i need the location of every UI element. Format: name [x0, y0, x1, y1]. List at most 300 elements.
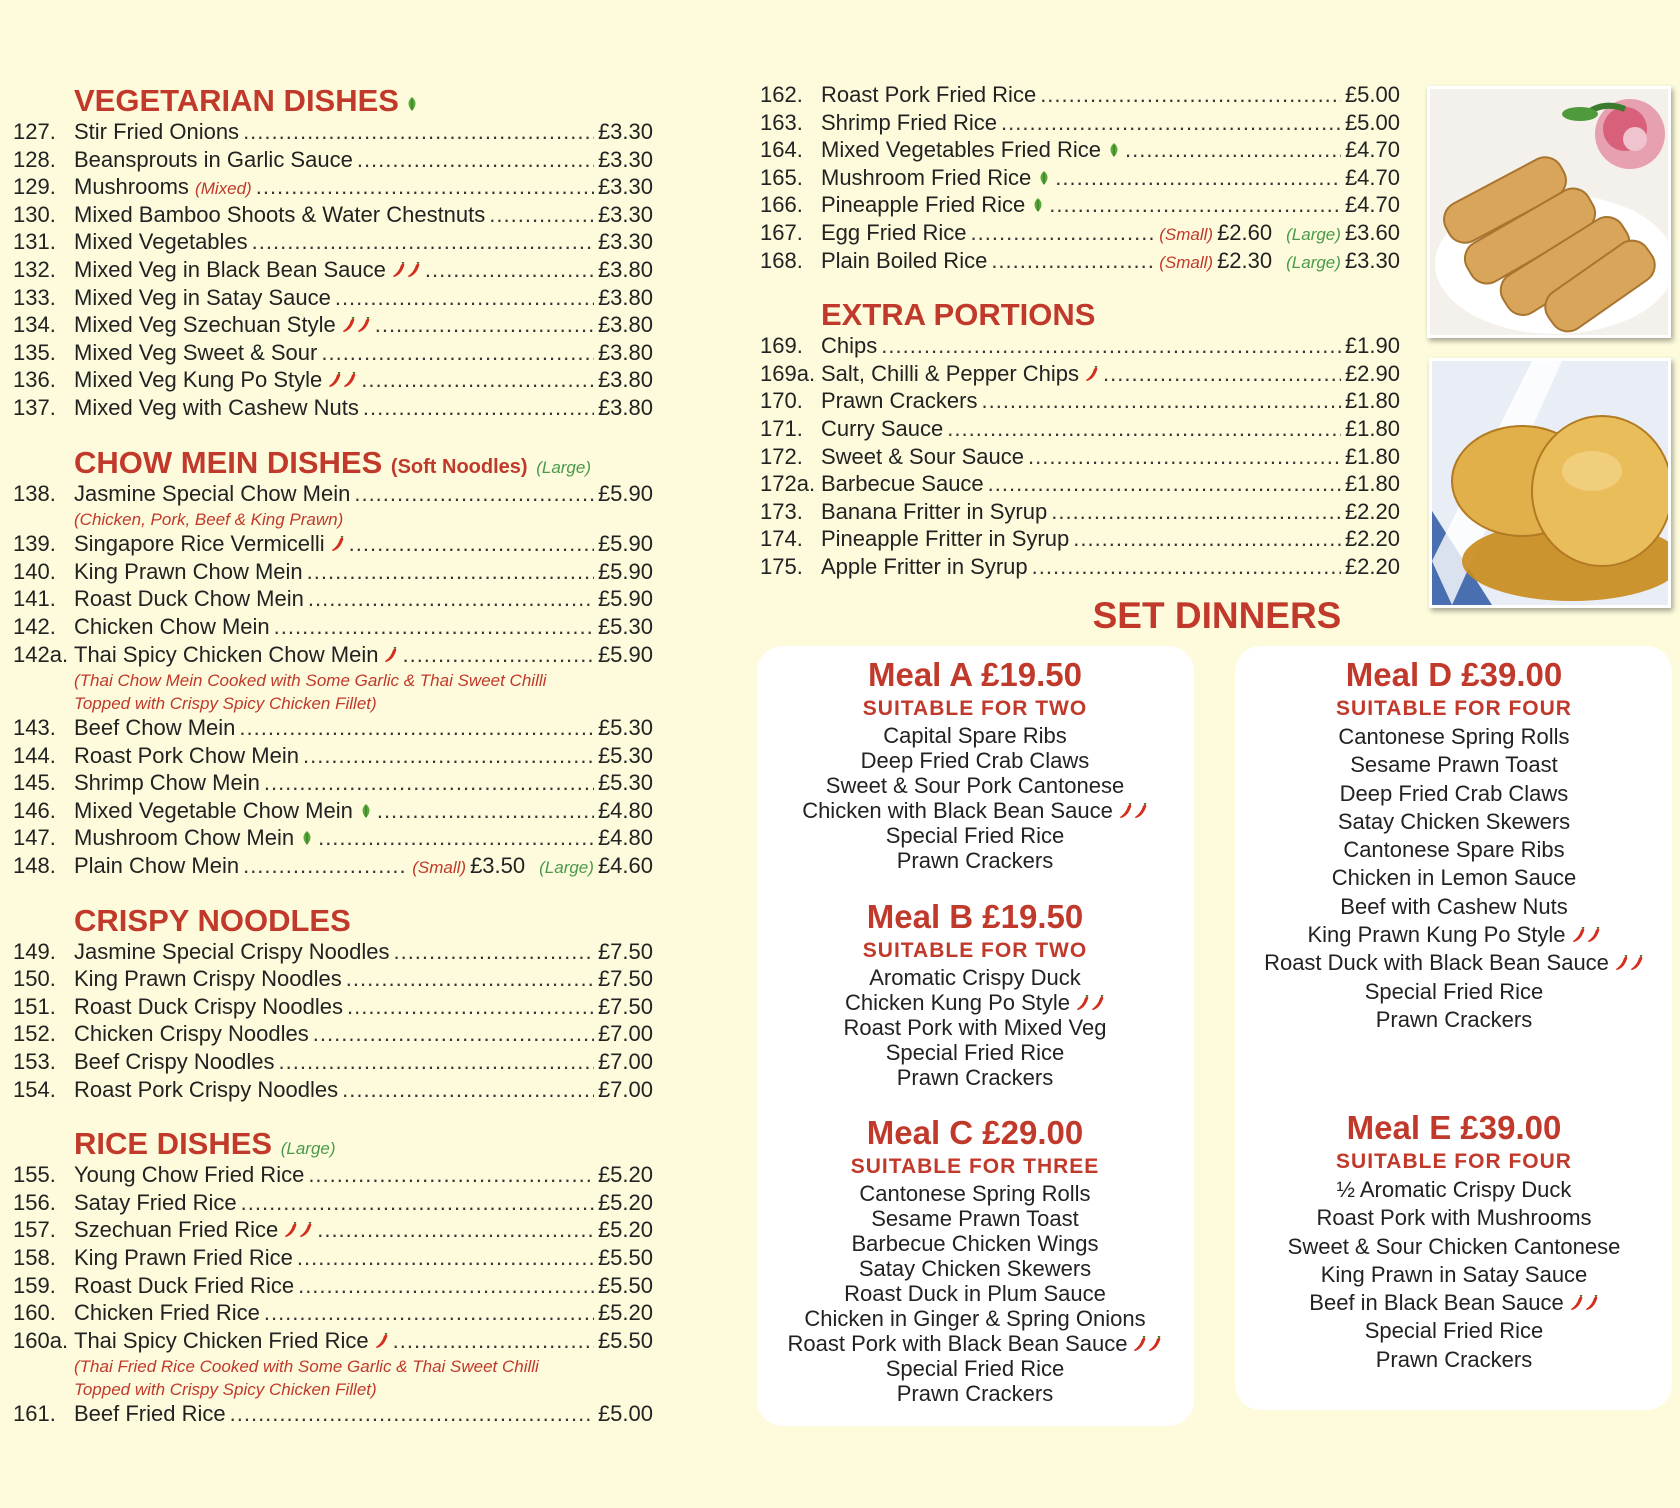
item-name-group	[821, 526, 1069, 552]
leader-dots	[1103, 361, 1341, 387]
menu-item	[760, 333, 1400, 361]
item-number: 134.	[13, 312, 56, 338]
item-name: Mixed Veg with Cashew Nuts	[74, 394, 359, 420]
set-dinners-title: SET DINNERS	[1092, 595, 1342, 636]
menu-item	[13, 1217, 653, 1245]
item-name: Egg Fried Rice	[821, 219, 967, 245]
item-name: Roast Pork Crispy Noodles	[74, 1076, 339, 1102]
item-number: 172.	[760, 443, 803, 469]
item-name: King Prawn Crispy Noodles	[74, 966, 342, 992]
item-name: Mixed Vegetable Chow Mein	[74, 797, 353, 823]
item-note: (Chicken, Pork, Beef & King Prawn)	[74, 510, 344, 530]
meal-title: Meal A £19.50	[867, 656, 1083, 693]
item-price: £5.30	[597, 613, 653, 639]
vegetarian-section	[13, 83, 653, 423]
leader-dots	[308, 1162, 594, 1188]
item-number: 149.	[13, 938, 56, 964]
item-price: £7.00	[597, 1076, 653, 1102]
item-name-group	[821, 110, 997, 136]
item-price: £5.50	[597, 1272, 653, 1298]
menu-item	[760, 526, 1400, 554]
item-price: £1.80	[1344, 471, 1400, 497]
item-name-group	[74, 340, 317, 366]
item-number: 150.	[13, 966, 56, 992]
item-number: 131.	[13, 229, 56, 255]
item-number: 163.	[760, 109, 803, 135]
leader-dots	[1125, 137, 1341, 163]
meal-item-name: Beef with Cashew Nuts	[1340, 893, 1568, 919]
item-name-group	[74, 743, 299, 769]
item-name-group	[74, 229, 248, 255]
item-number: 158.	[13, 1245, 56, 1270]
meal-item-name: Prawn Crackers	[1375, 1006, 1533, 1032]
menu-item	[760, 361, 1400, 389]
item-price: £3.80	[597, 284, 653, 310]
item-name-group	[821, 333, 877, 359]
item-number: 148.	[13, 853, 56, 879]
leader-dots	[308, 586, 594, 612]
leader-dots	[1049, 192, 1341, 218]
meal-item-name: Roast Duck with Black Bean Sauce	[1264, 950, 1609, 976]
item-price: £2.20	[1344, 526, 1400, 552]
menu-item	[13, 229, 653, 257]
item-name-group	[821, 248, 987, 274]
meal-item	[745, 1281, 1205, 1306]
item-number: 147.	[13, 825, 56, 851]
item-name: Mushroom Chow Mein	[74, 825, 295, 851]
meal-item	[745, 1206, 1205, 1231]
item-name-group	[74, 614, 270, 640]
meal-serves: SUITABLE FOR TWO	[862, 697, 1088, 720]
item-price: £1.90	[1344, 333, 1400, 359]
leader-dots	[1051, 499, 1341, 525]
chili-icon	[384, 643, 398, 659]
meal-item	[1224, 978, 1680, 1006]
meal-item-name: Sesame Prawn Toast	[1350, 752, 1558, 778]
item-name-group	[821, 220, 967, 246]
menu-item	[13, 853, 653, 881]
menu-item	[760, 248, 1400, 276]
item-number: 140.	[13, 558, 56, 584]
chili-icon	[331, 532, 345, 548]
meal-item	[745, 723, 1205, 748]
menu-item	[13, 559, 653, 587]
meal-a	[745, 655, 1205, 873]
item-price: £7.50	[597, 938, 653, 964]
meal-d	[1224, 655, 1680, 1034]
item-name-group	[74, 1162, 304, 1188]
leader-dots	[230, 1401, 594, 1427]
item-price: £4.70	[1344, 192, 1400, 218]
item-number: 162.	[760, 82, 803, 107]
item-name: Shrimp Fried Rice	[821, 109, 998, 135]
meal-item-name: Special Fried Rice	[885, 823, 1065, 848]
menu-item	[760, 137, 1400, 165]
leader-dots	[264, 770, 594, 796]
item-name: Young Chow Fried Rice	[74, 1162, 305, 1188]
section-title-text: CHOW MEIN DISHES	[74, 444, 383, 480]
item-number: 168.	[760, 247, 803, 273]
menu-item	[760, 554, 1400, 582]
menu-item	[760, 444, 1400, 472]
item-name-group	[821, 82, 1036, 108]
leader-dots	[335, 285, 594, 311]
meal-item-name: Prawn Crackers	[896, 1381, 1054, 1406]
menu-item	[13, 715, 653, 743]
item-number: 153.	[13, 1049, 56, 1075]
item-price: £2.20	[1344, 553, 1400, 579]
item-number: 142a.	[13, 641, 69, 667]
menu-item	[13, 614, 653, 642]
leader-dots	[489, 202, 594, 228]
item-name-group	[74, 966, 342, 992]
meal-item	[1224, 1346, 1680, 1374]
meal-item-name: King Prawn Kung Po Style	[1307, 922, 1566, 948]
meal-item	[1224, 949, 1680, 977]
menu-item	[13, 257, 653, 285]
section-title-text: VEGETARIAN DISHES	[74, 83, 399, 118]
item-name: Barbecue Sauce	[821, 471, 984, 497]
item-name: Thai Spicy Chicken Chow Mein	[74, 641, 379, 667]
meal-item-name: Roast Pork with Mushrooms	[1316, 1205, 1592, 1231]
item-name-group	[821, 416, 943, 442]
item-number: 157.	[13, 1217, 56, 1243]
chili-icon	[1119, 799, 1133, 815]
item-name: Chips	[821, 333, 878, 359]
leader-dots	[363, 395, 594, 421]
menu-item	[13, 994, 653, 1022]
chili-icon	[1572, 922, 1586, 938]
meal-item-name: Satay Chicken Skewers	[858, 1256, 1092, 1281]
chili-icon	[299, 1218, 313, 1234]
menu-item	[13, 798, 653, 826]
menu-item	[13, 395, 653, 423]
item-number: 132.	[13, 256, 56, 282]
item-number: 170.	[760, 388, 803, 414]
item-price: £3.30	[1344, 247, 1400, 273]
meal-item	[1224, 808, 1680, 836]
meal-item	[745, 990, 1205, 1015]
leader-dots	[321, 340, 594, 366]
item-note: (Thai Fried Rice Cooked with Some Garlic & Thai Sweet Chilli	[74, 1357, 539, 1377]
meal-item	[745, 848, 1205, 873]
item-name: Jasmine Special Chow Mein	[74, 480, 351, 506]
item-number: 156.	[13, 1189, 56, 1215]
menu-item	[13, 531, 653, 559]
item-price: £4.80	[597, 825, 653, 851]
item-name-group	[74, 481, 350, 507]
meal-item	[745, 1256, 1205, 1281]
item-name-group	[821, 361, 1099, 387]
meal-item-name: Sweet & Sour Pork Cantonese	[825, 773, 1125, 798]
meal-item-name: Cantonese Spring Rolls	[1338, 724, 1570, 749]
meal-item-name: Capital Spare Ribs	[883, 723, 1067, 748]
item-name: Mixed Veg in Satay Sauce	[74, 284, 331, 310]
leader-dots	[1073, 526, 1341, 552]
leader-dots	[313, 1021, 594, 1047]
small-label: (Small)	[412, 858, 467, 878]
leader-dots	[988, 471, 1341, 497]
meal-item	[745, 1381, 1205, 1406]
large-label: (Large)	[1286, 252, 1341, 272]
item-name: Prawn Crackers	[821, 388, 978, 414]
item-number: 175.	[760, 553, 803, 579]
leader-dots	[425, 257, 594, 283]
meal-item	[1224, 836, 1680, 864]
leader-dots	[241, 1190, 594, 1216]
meal-item	[745, 773, 1205, 798]
item-price: £4.80	[597, 797, 653, 823]
menu-item	[760, 192, 1400, 220]
leaf-icon	[405, 84, 423, 104]
item-name-group	[821, 444, 1024, 470]
item-price: £5.90	[597, 586, 653, 612]
meal-item	[745, 1015, 1205, 1040]
menu-item	[760, 110, 1400, 138]
item-number: 159.	[13, 1272, 56, 1298]
leader-dots	[357, 147, 594, 173]
item-price: £3.80	[597, 394, 653, 420]
item-number: 174.	[760, 526, 803, 552]
section-title	[760, 297, 1400, 333]
spring-rolls-photo	[1427, 86, 1671, 338]
section-title	[13, 83, 653, 119]
meal-item	[745, 1065, 1205, 1090]
rice-dishes-continued-section	[760, 82, 1400, 275]
meal-item-name: Satay Chicken Skewers	[1337, 808, 1571, 834]
leader-dots	[298, 1273, 594, 1299]
meal-item-name: Prawn Crackers	[1375, 1346, 1533, 1372]
item-price: £7.00	[597, 1021, 653, 1047]
section-title	[13, 903, 653, 939]
item-price: £5.00	[597, 1401, 653, 1427]
meal-b	[745, 897, 1205, 1090]
meal-item-name: Prawn Crackers	[896, 1065, 1054, 1090]
item-name-group	[821, 471, 984, 497]
chili-icon	[1570, 1290, 1584, 1306]
menu-item	[13, 743, 653, 771]
menu-item	[760, 388, 1400, 416]
meal-item	[745, 823, 1205, 848]
meal-item-name: Cantonese Spare Ribs	[1343, 837, 1565, 863]
item-name-group	[74, 1077, 338, 1103]
item-number: 161.	[13, 1401, 56, 1427]
meal-item	[1224, 1204, 1680, 1232]
leader-dots	[991, 248, 1155, 274]
item-number: 165.	[760, 164, 803, 190]
chili-icon	[1091, 991, 1105, 1007]
item-price: £3.30	[597, 146, 653, 172]
item-name: Roast Duck Chow Mein	[74, 586, 304, 612]
leaf-icon	[1037, 166, 1051, 182]
leader-dots	[256, 174, 594, 200]
leader-dots	[1032, 554, 1341, 580]
meal-item	[1224, 921, 1680, 949]
item-name-group	[74, 770, 260, 796]
meal-item	[745, 965, 1205, 990]
item-price: £5.30	[597, 742, 653, 768]
leader-dots	[981, 388, 1340, 414]
leader-dots	[342, 1077, 594, 1103]
item-name-group	[74, 1190, 237, 1216]
meal-item-name: Sweet & Sour Chicken Cantonese	[1287, 1233, 1621, 1259]
item-name: Chicken Fried Rice	[74, 1300, 260, 1326]
item-name-group	[74, 395, 359, 421]
menu-item	[13, 119, 653, 147]
item-name: Plain Boiled Rice	[821, 247, 988, 273]
meal-item	[1224, 1006, 1680, 1034]
section-title-text: EXTRA PORTIONS	[821, 297, 1096, 333]
item-price: £5.90	[597, 558, 653, 584]
meal-item	[745, 1231, 1205, 1256]
leader-dots	[297, 1245, 594, 1271]
meal-item-name: Beef in Black Bean Sauce	[1309, 1290, 1564, 1316]
menu-item	[760, 165, 1400, 193]
leader-dots	[349, 531, 594, 557]
menu-item	[760, 82, 1400, 110]
menu-item	[13, 1190, 653, 1218]
meal-serves: SUITABLE FOR FOUR	[1336, 1150, 1572, 1173]
item-number: 169a.	[760, 360, 816, 386]
item-price: £1.80	[1344, 415, 1400, 441]
chili-icon	[1133, 1332, 1147, 1348]
item-name-group	[74, 939, 389, 965]
leader-dots	[307, 559, 594, 585]
menu-item	[13, 202, 653, 230]
large-label: (Large)	[1286, 224, 1341, 244]
item-name: Salt, Chilli & Pepper Chips	[821, 360, 1080, 386]
chow-mein-section	[13, 445, 653, 881]
item-number: 128.	[13, 146, 56, 172]
meal-item	[1224, 723, 1680, 751]
leader-dots	[274, 614, 594, 640]
meal-serves: SUITABLE FOR TWO	[862, 939, 1088, 962]
menu-item	[13, 1401, 653, 1429]
leader-dots	[1001, 110, 1341, 136]
menu-item	[13, 174, 653, 202]
item-name-group	[74, 1300, 260, 1326]
item-price: £3.60	[1344, 219, 1400, 245]
item-name: Satay Fried Rice	[74, 1189, 237, 1215]
meal-item	[745, 1356, 1205, 1381]
chili-icon	[1085, 362, 1099, 378]
item-name: Mixed Veg Szechuan Style	[74, 312, 336, 338]
leader-dots	[243, 119, 594, 145]
menu-item	[13, 1273, 653, 1301]
meal-item-name: Special Fried Rice	[885, 1040, 1065, 1065]
leaf-icon	[300, 826, 314, 842]
menu-item	[13, 825, 653, 853]
meal-item	[1224, 1176, 1680, 1204]
leaf-icon	[1031, 193, 1045, 209]
meal-item-name: Special Fried Rice	[885, 1356, 1065, 1381]
meal-item-name: Deep Fried Crab Claws	[1339, 780, 1569, 806]
rice-dishes-section	[13, 1126, 653, 1429]
item-price: £4.70	[1344, 164, 1400, 190]
chili-icon	[392, 258, 406, 274]
chili-icon	[1076, 991, 1090, 1007]
item-price: £7.50	[597, 993, 653, 1019]
item-price: £3.30	[597, 119, 653, 144]
item-name: King Prawn Fried Rice	[74, 1245, 293, 1270]
item-name-group	[74, 642, 398, 668]
item-price: £3.30	[597, 174, 653, 200]
item-name-group	[74, 174, 252, 200]
meal-item-name: ½ Aromatic Crispy Duck	[1336, 1177, 1572, 1202]
menu-item	[13, 770, 653, 798]
leader-dots	[346, 966, 594, 992]
meal-item	[745, 1331, 1205, 1356]
item-price: £7.50	[597, 966, 653, 992]
item-number: 146.	[13, 797, 56, 823]
leader-dots	[971, 220, 1156, 246]
menu-item	[13, 1049, 653, 1077]
item-name-group	[74, 1021, 309, 1047]
item-number: 160a.	[13, 1327, 69, 1353]
meal-item	[745, 1306, 1205, 1331]
meal-serves: SUITABLE FOR THREE	[850, 1155, 1100, 1178]
meal-item-name: Sesame Prawn Toast	[871, 1206, 1079, 1231]
menu-item	[13, 340, 653, 368]
item-price: £5.90	[597, 480, 653, 506]
meal-item	[1224, 1233, 1680, 1261]
item-name: Chicken Chow Mein	[74, 613, 270, 639]
item-number: 169.	[760, 333, 803, 359]
item-name-group	[74, 312, 371, 338]
item-name-group	[74, 1049, 275, 1075]
item-number: 133.	[13, 284, 56, 310]
item-price: £5.20	[597, 1217, 653, 1243]
item-name: Mixed Vegetables	[74, 229, 248, 255]
fritter-photo	[1429, 358, 1671, 608]
item-price: £5.50	[597, 1327, 653, 1353]
chili-icon	[1134, 799, 1148, 815]
meal-item-name: Chicken in Ginger & Spring Onions	[804, 1306, 1146, 1331]
item-note: Topped with Crispy Spicy Chicken Fillet)	[74, 1380, 377, 1400]
item-number: 144.	[13, 742, 56, 768]
leader-dots	[1028, 444, 1341, 470]
item-name: King Prawn Chow Mein	[74, 558, 303, 584]
meal-item-name: Chicken with Black Bean Sauce	[802, 798, 1113, 823]
menu-item	[13, 285, 653, 313]
item-name-group	[74, 367, 357, 393]
meal-item-name: Prawn Crackers	[896, 848, 1054, 873]
meal-item	[1224, 1289, 1680, 1317]
leader-dots	[1055, 165, 1341, 191]
item-name: Apple Fritter in Syrup	[821, 553, 1028, 579]
menu-item	[760, 220, 1400, 248]
item-price: £5.00	[1344, 109, 1400, 135]
item-price: £4.60	[597, 853, 653, 879]
item-name: Roast Pork Fried Rice	[821, 82, 1037, 107]
item-name-group	[821, 192, 1045, 218]
large-label: (Large)	[539, 858, 594, 878]
item-price: £5.30	[597, 770, 653, 796]
item-price: £5.20	[597, 1162, 653, 1188]
item-name: Szechuan Fried Rice	[74, 1217, 279, 1243]
meal-item	[1224, 751, 1680, 779]
item-name: Mixed Veg in Black Bean Sauce	[74, 256, 386, 282]
meal-e	[1224, 1108, 1680, 1374]
item-number: 137.	[13, 394, 56, 420]
leader-dots	[375, 312, 594, 338]
item-name-group	[74, 285, 331, 311]
section-title	[13, 1126, 653, 1162]
item-number: 143.	[13, 715, 56, 741]
item-price: £3.30	[597, 229, 653, 255]
item-name-group	[74, 1273, 294, 1299]
item-price: £1.80	[1344, 443, 1400, 469]
